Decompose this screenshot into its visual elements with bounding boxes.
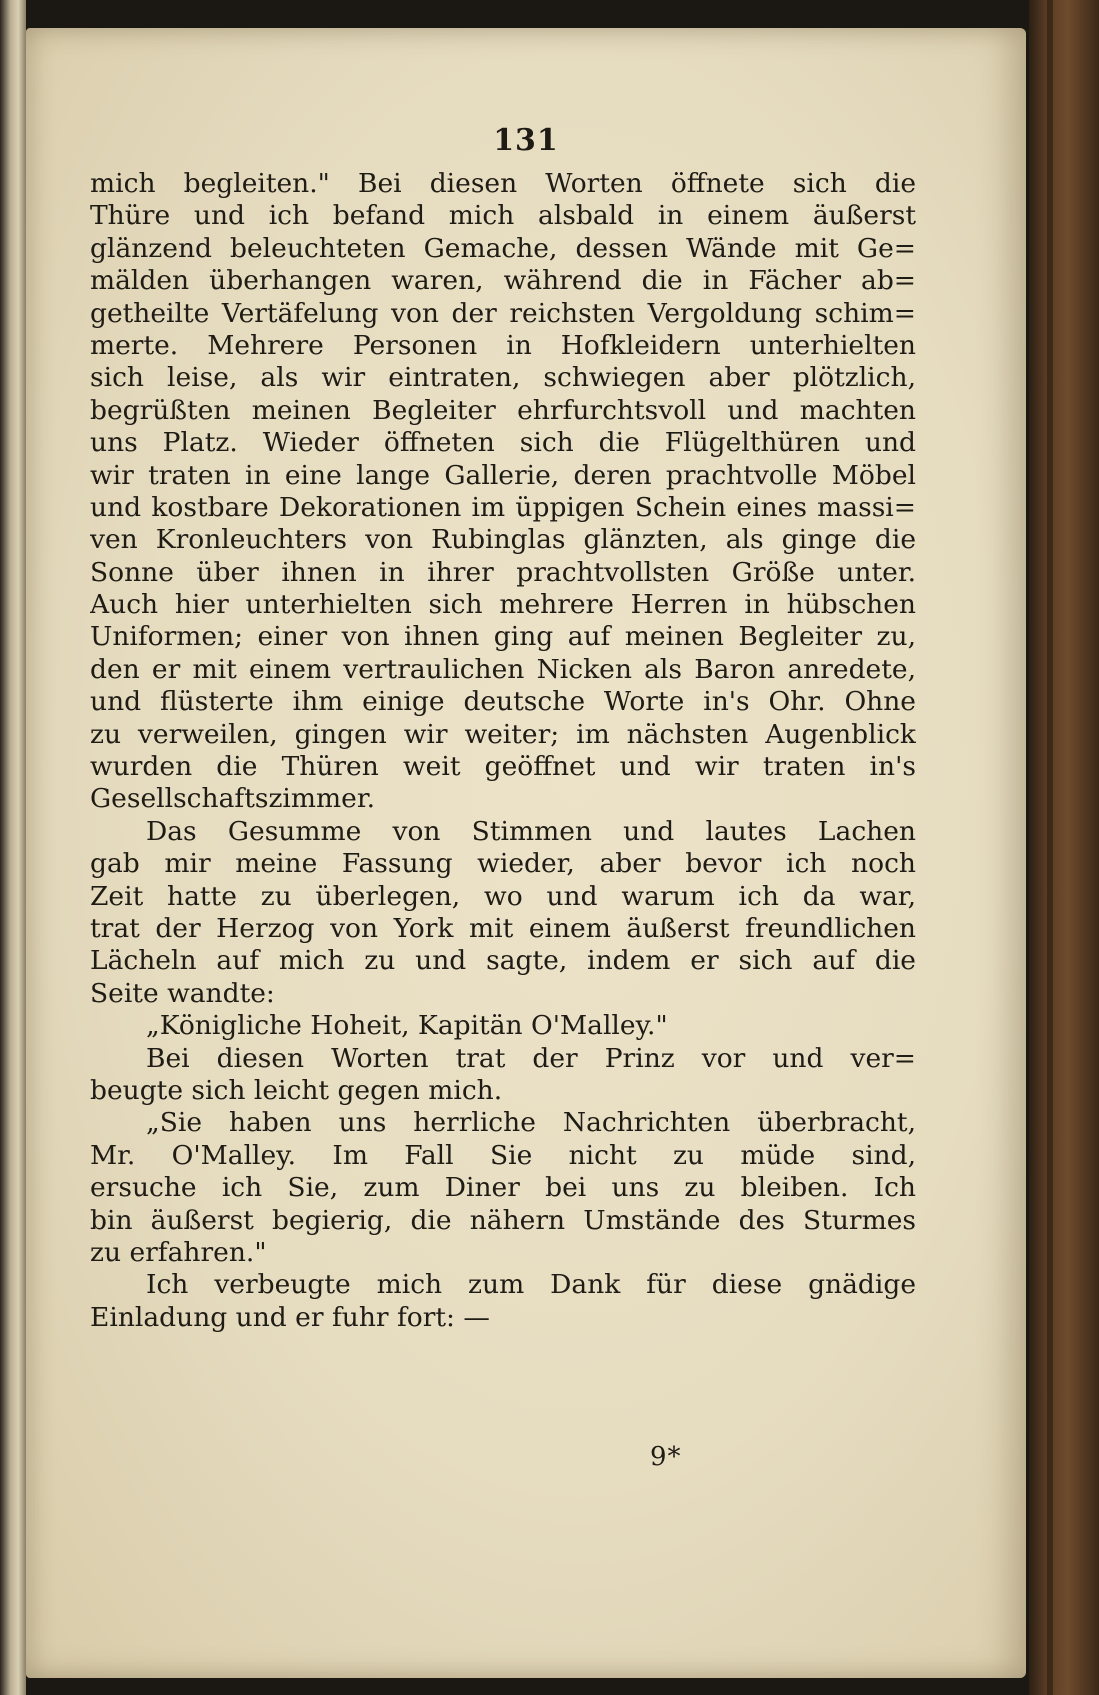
text-line: getheilte Vertäfelung von der reichsten Vergoldung schim= [90, 297, 916, 329]
paragraph [90, 1269, 916, 1334]
book-page [26, 28, 1026, 1678]
paragraph [90, 1010, 916, 1042]
text-line: merte. Mehrere Personen in Hofkleidern unterhielten [90, 329, 916, 361]
body-text [90, 168, 916, 1334]
text-line: Auch hier unterhielten sich mehrere Herren in hübschen [90, 589, 916, 621]
text-line: gab mir meine Fassung wieder, aber bevor ich noch [90, 848, 916, 880]
text-line: ven Kronleuchters von Rubinglas glänzten, als ginge die [90, 524, 916, 556]
text-line: glänzend beleuchteten Gemache, dessen Wände mit Ge= [90, 232, 916, 264]
text-line: Thüre und ich befand mich alsbald in einem äußerst [90, 200, 916, 232]
page-number: 131 [493, 123, 559, 158]
text-line: uns Platz. Wieder öffneten sich die Flügelthüren und [90, 427, 916, 459]
text-line: Seite wandte: [90, 977, 275, 1009]
text-line: zu erfahren." [90, 1236, 267, 1268]
book-cover-edge [1029, 0, 1099, 1695]
text-line: Bei diesen Worten trat der Prinz vor und ver= [146, 1042, 916, 1074]
text-line: bin äußerst begierig, die nähern Umstände des Sturmes [90, 1204, 916, 1236]
text-line: mich begleiten." Bei diesen Worten öffnete sich die [90, 168, 916, 199]
text-line: begrüßten meinen Begleiter ehrfurchtsvoll und machten [90, 394, 916, 426]
paragraph [90, 168, 916, 816]
text-line: Einladung und er fuhr fort: — [90, 1301, 490, 1333]
text-line: ersuche ich Sie, zum Diner bei uns zu bleiben. Ich [90, 1172, 916, 1204]
text-line: und kostbare Dekorationen im üppigen Schein eines massi= [90, 491, 916, 523]
text-line: Sonne über ihnen in ihrer prachtvollsten Größe unter. [90, 556, 916, 588]
adjacent-page-edge [0, 0, 26, 1695]
text-line: wir traten in eine lange Gallerie, deren prachtvolle Möbel [90, 459, 916, 491]
text-line: beugte sich leicht gegen mich. [90, 1074, 503, 1106]
text-line: zu verweilen, gingen wir weiter; im nächsten Augenblick [90, 718, 916, 750]
paragraph [90, 816, 916, 1010]
text-line: „Sie haben uns herrliche Nachrichten überbracht, [146, 1107, 916, 1139]
text-line: Lächeln auf mich zu und sagte, indem er sich auf die [90, 945, 916, 977]
text-line: Ich verbeugte mich zum Dank für diese gnädige [146, 1269, 916, 1301]
text-line: den er mit einem vertraulichen Nicken als Baron anredete, [90, 653, 916, 685]
text-line: Das Gesumme von Stimmen und lautes Lachen [146, 815, 916, 847]
text-line: wurden die Thüren weit geöffnet und wir traten in's [90, 751, 916, 783]
text-line: trat der Herzog von York mit einem äußerst freundlichen [90, 912, 916, 944]
text-line: Mr. O'Malley. Im Fall Sie nicht zu müde sind, [90, 1139, 916, 1171]
text-line: Zeit hatte zu überlegen, wo und warum ich da war, [90, 880, 916, 912]
text-line: Uniformen; einer von ihnen ging auf meinen Begleiter zu, [90, 621, 916, 653]
text-line: „Königliche Hoheit, Kapitän O'Malley." [146, 1010, 668, 1042]
paragraph [90, 1107, 916, 1269]
signature-mark: 9* [650, 1442, 682, 1472]
paragraph [90, 1043, 916, 1108]
text-line: Gesellschaftszimmer. [90, 783, 376, 815]
text-line: mälden überhangen waren, während die in Fächer ab= [90, 265, 916, 297]
text-line: sich leise, als wir eintraten, schwiegen aber plötzlich, [90, 362, 916, 394]
text-line: und flüsterte ihm einige deutsche Worte in's Ohr. Ohne [90, 686, 916, 718]
